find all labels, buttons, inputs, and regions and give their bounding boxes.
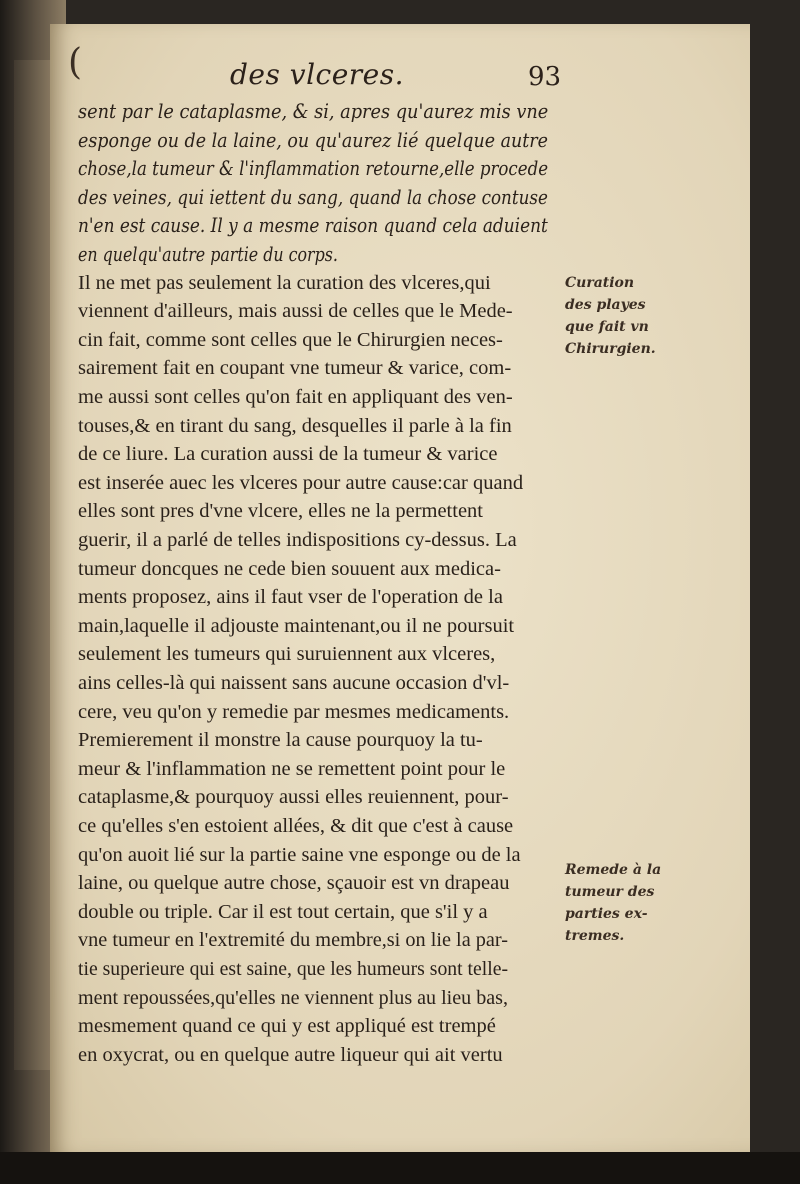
- text-line: est inserée auec les vlceres pour autre cause:car quand: [78, 471, 524, 494]
- text-line: cere, veu qu'on y remedie par mesmes medicaments.: [78, 700, 510, 723]
- text-line: cataplasme,& pourquoy aussi elles reuiennent, pour-: [78, 786, 509, 809]
- text-line: ce qu'elles s'en estoient allées, & dit que c'est à cause: [78, 815, 514, 837]
- text-line: laine, ou quelque autre chose, sçauoir est vn drapeau: [78, 872, 510, 895]
- marginal-note-line: que fait vn: [565, 319, 649, 335]
- marginal-note-line: tremes.: [565, 928, 625, 944]
- text-line: elles sont pres d'vne vlcere, elles ne la permettent: [78, 500, 483, 523]
- text-line: en oxycrat, ou en quelque autre liqueur qui ait vertu: [78, 1043, 503, 1066]
- text-line: cin fait, comme sont celles que le Chirurgien neces-: [78, 328, 503, 351]
- text-line: qu'on auoit lié sur la partie saine vne esponge ou de la: [78, 843, 521, 866]
- text-line: meur & l'inflammation ne se remettent point pour le: [78, 757, 506, 780]
- page-number: 93: [528, 62, 562, 92]
- page-bracket: (: [68, 42, 83, 83]
- text-line: des veines, qui iettent du sang, quand la chose contuse: [78, 185, 548, 209]
- text-line: touses,& en tirant du sang, desquelles il parle à la fin: [78, 414, 512, 437]
- text-line: sent par le cataplasme, & si, apres qu'aurez mis vne: [78, 100, 549, 123]
- text-line: Premierement il monstre la cause pourquoy la tu-: [78, 729, 483, 752]
- text-line: guerir, il a parlé de telles indispositions cy-dessus. La: [78, 529, 517, 551]
- text-line: tumeur doncques ne cede bien souuent aux medica-: [78, 557, 501, 580]
- running-head: des vlceres.: [230, 58, 405, 91]
- text-line: Il ne met pas seulement la curation des vlceres,qui: [78, 271, 491, 294]
- previous-page-edge: [14, 60, 54, 1070]
- text-line: ment repoussées,qu'elles ne viennent plus au lieu bas,: [78, 986, 508, 1009]
- text-line: viennent d'ailleurs, mais aussi de celles que le Mede-: [78, 300, 513, 323]
- text-line: me aussi sont celles qu'on fait en appliquant des ven-: [78, 386, 513, 408]
- text-line: ments proposez, ains il faut vser de l'operation de la: [78, 586, 503, 609]
- marginal-note-line: des playes: [565, 297, 646, 313]
- text-line: vne tumeur en l'extremité du membre,si on lie la par-: [78, 929, 508, 952]
- marginal-note-line: Curation: [565, 275, 635, 291]
- text-line: mesmement quand ce qui y est appliqué est trempé: [78, 1015, 496, 1038]
- text-line: en quelqu'autre partie du corps.: [78, 243, 338, 266]
- bottom-shadow: [0, 1152, 800, 1184]
- text-line: double ou triple. Car il est tout certain, que s'il y a: [78, 900, 488, 923]
- text-line: esponge ou de la laine, ou qu'aurez lié quelque autre: [78, 128, 548, 152]
- text-line: main,laquelle il adjouste maintenant,ou il ne poursuit: [78, 614, 515, 637]
- text-line: sairement fait en coupant vne tumeur & varice, com-: [78, 357, 512, 380]
- marginal-note-line: parties ex-: [565, 906, 648, 922]
- text-line: n'en est cause. Il y a mesme raison quand cela aduient: [78, 214, 548, 238]
- marginal-note-line: Remede à la: [565, 862, 662, 878]
- marginal-note-line: tumeur des: [565, 884, 655, 900]
- text-line: seulement les tumeurs qui suruiennent aux vlceres,: [78, 643, 496, 666]
- text-line: de ce liure. La curation aussi de la tumeur & varice: [78, 443, 498, 466]
- text-line: chose,la tumeur & l'inflammation retourne,elle procede: [78, 157, 549, 181]
- text-line: ains celles-là qui naissent sans aucune occasion d'vl-: [78, 672, 510, 694]
- marginal-note-line: Chirurgien.: [565, 341, 656, 357]
- text-line: tie superieure qui est saine, que les humeurs sont telle-: [78, 958, 509, 980]
